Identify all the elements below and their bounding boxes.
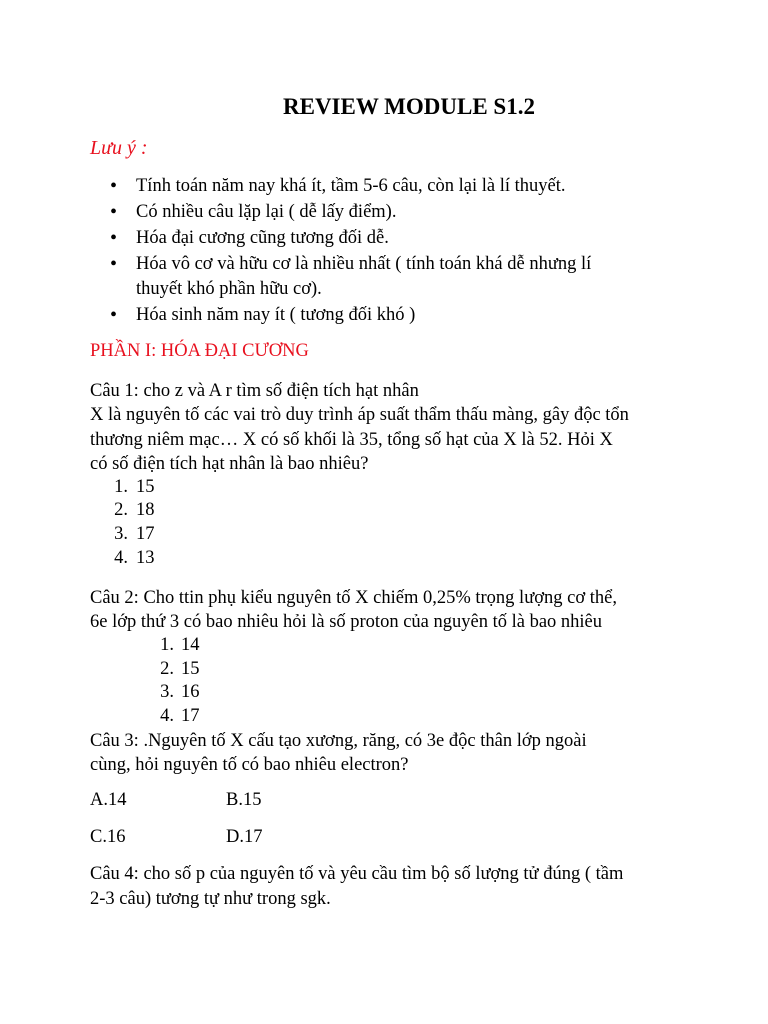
document-title: REVIEW MODULE S1.2 bbox=[283, 94, 535, 119]
option-text: 16 bbox=[181, 682, 200, 702]
option-number: 1. bbox=[160, 635, 174, 655]
option-number: 1. bbox=[114, 477, 128, 497]
list-item: Hóa đại cương cũng tương đối dễ. bbox=[136, 228, 389, 248]
question-text: Câu 2: Cho ttin phụ kiểu nguyên tố X chiếm 0,25% trọng lượng cơ thể, bbox=[90, 588, 617, 608]
list-item: Hóa sinh năm nay ít ( tương đối khó ) bbox=[136, 305, 416, 325]
question-text: X là nguyên tố các vai trò duy trình áp suất thẩm thấu màng, gây độc tổn bbox=[90, 405, 629, 425]
option-text: 14 bbox=[181, 635, 200, 655]
list-item-continuation: thuyết khó phần hữu cơ). bbox=[136, 279, 322, 299]
option-c: C.16 bbox=[90, 827, 126, 847]
option-number: 3. bbox=[160, 682, 174, 702]
option-number: 4. bbox=[114, 548, 128, 568]
option-b: B.15 bbox=[226, 790, 262, 810]
option-text: 15 bbox=[181, 659, 200, 679]
section-heading: PHẦN I: HÓA ĐẠI CƯƠNG bbox=[90, 341, 309, 361]
option-text: 13 bbox=[136, 548, 155, 568]
question-text: thương niêm mạc… X có số khối là 35, tổng số hạt của X là 52. Hỏi X bbox=[90, 430, 613, 450]
question-text: 6e lớp thứ 3 có bao nhiêu hỏi là số proton của nguyên tố là bao nhiêu bbox=[90, 612, 603, 632]
option-text: 17 bbox=[181, 706, 200, 726]
list-item: Hóa vô cơ và hữu cơ là nhiều nhất ( tính toán khá dễ nhưng lí bbox=[136, 254, 592, 274]
question-text: Câu 3: .Nguyên tố X cấu tạo xương, răng, có 3e độc thân lớp ngoài bbox=[90, 731, 587, 751]
question-text: cùng, hỏi nguyên tố có bao nhiêu electron? bbox=[90, 755, 409, 775]
option-text: 17 bbox=[136, 524, 155, 544]
option-number: 2. bbox=[114, 500, 128, 520]
question-text: 2-3 câu) tương tự như trong sgk. bbox=[90, 889, 331, 909]
list-item: Tính toán năm nay khá ít, tầm 5-6 câu, còn lại là lí thuyết. bbox=[136, 176, 566, 196]
option-d: D.17 bbox=[226, 827, 263, 847]
option-text: 18 bbox=[136, 500, 155, 520]
option-a: A.14 bbox=[90, 790, 127, 810]
option-number: 2. bbox=[160, 659, 174, 679]
option-text: 15 bbox=[136, 477, 155, 497]
question-text: Câu 1: cho z và A r tìm số điện tích hạt nhân bbox=[90, 381, 419, 401]
note-label: Lưu ý : bbox=[90, 137, 148, 159]
question-text: Câu 4: cho số p của nguyên tố và yêu cầu tìm bộ số lượng tử đúng ( tầm bbox=[90, 864, 624, 884]
option-number: 3. bbox=[114, 524, 128, 544]
option-number: 4. bbox=[160, 706, 174, 726]
list-item: Có nhiều câu lặp lại ( dễ lấy điểm). bbox=[136, 202, 397, 222]
question-text: có số điện tích hạt nhân là bao nhiêu? bbox=[90, 454, 369, 474]
